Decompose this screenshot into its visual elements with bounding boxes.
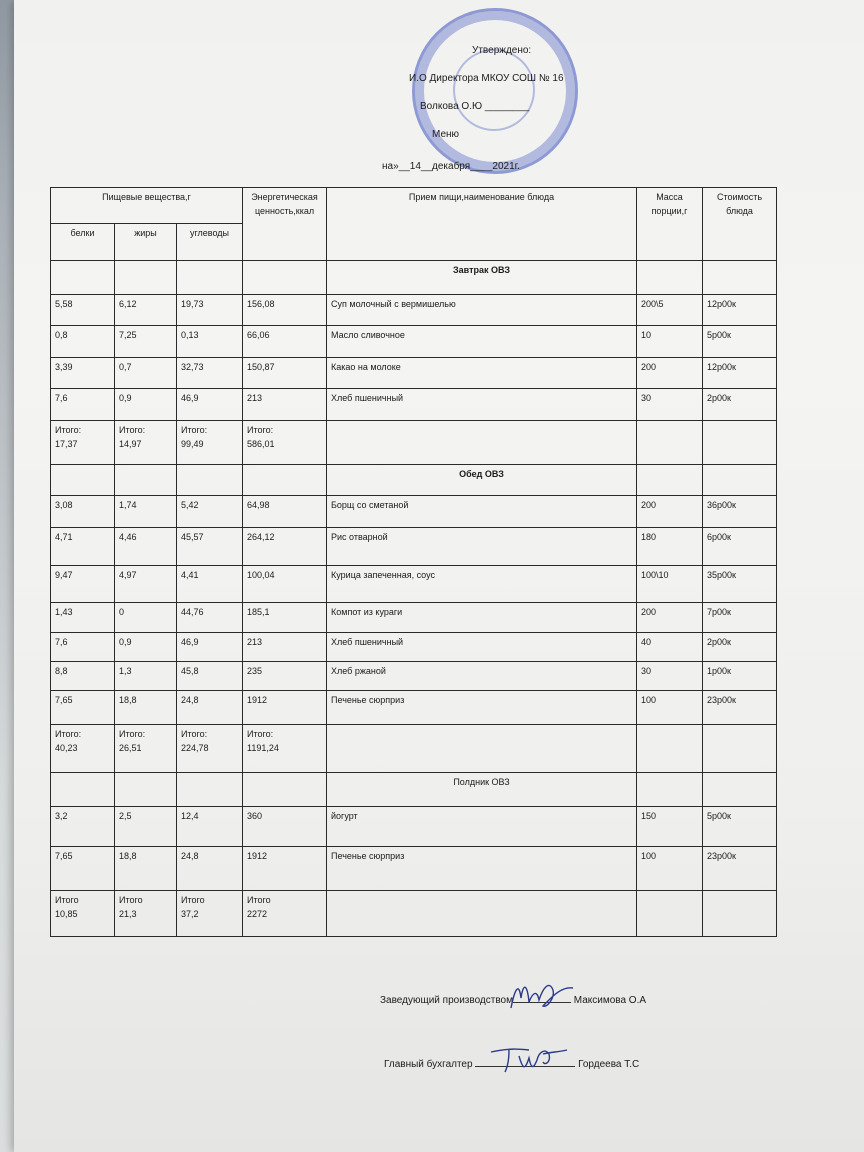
energy-cell: 235 [243,662,327,691]
protein-cell: 7,65 [51,691,115,725]
carbs-cell: 4,41 [177,565,243,603]
empty-cell [703,773,777,807]
mass-cell: 100 [637,846,703,890]
empty-cell [327,724,637,772]
total-row [51,420,777,464]
total-cell: Итого: 17,37 [51,420,115,464]
dish-name-cell: Печенье сюрприз [327,846,637,890]
empty-cell [637,261,703,295]
cost-cell: 1р00к [703,662,777,691]
total-cell: Итого: 224,78 [177,724,243,772]
table-row [51,389,777,420]
empty-cell [177,464,243,495]
protein-cell: 7,6 [51,632,115,661]
empty-cell [703,420,777,464]
energy-cell: 64,98 [243,496,327,527]
dish-name-cell: Суп молочный с вермишелью [327,294,637,325]
cost-cell: 7р00к [703,603,777,632]
manager-name: Максимова О.А [573,995,647,1006]
carbs-cell: 12,4 [177,806,243,846]
energy-cell: 150,87 [243,357,327,388]
total-cell: Итого: 99,49 [177,420,243,464]
empty-cell [703,724,777,772]
table-row [51,565,777,603]
total-cell: Итого: 1191,24 [243,724,327,772]
director-name: Волкова О.Ю ________ [420,101,530,112]
energy-cell: 156,08 [243,294,327,325]
fat-header: жиры [115,223,177,261]
protein-cell: 1,43 [51,603,115,632]
empty-cell [177,261,243,295]
total-row [51,890,777,936]
table-row [51,691,777,725]
energy-cell: 213 [243,389,327,420]
fat-cell: 0,7 [115,357,177,388]
table-row [51,632,777,661]
mass-cell: 30 [637,389,703,420]
dish-name-cell: Компот из кураги [327,603,637,632]
total-cell: Итого: 26,51 [115,724,177,772]
protein-cell: 4,71 [51,527,115,565]
total-cell: Итого 37,2 [177,890,243,936]
total-row [51,724,777,772]
director-line: И.О Директора МКОУ СОШ № 16 [409,73,564,84]
empty-cell [115,773,177,807]
mass-cell: 200 [637,603,703,632]
cost-cell: 2р00к [703,389,777,420]
fat-cell: 2,5 [115,806,177,846]
menu-date: на»__14__декабря____2021г. [382,161,520,172]
approved-label: Утверждено: [472,45,532,56]
carbs-cell: 0,13 [177,326,243,357]
protein-cell: 7,65 [51,846,115,890]
empty-cell [115,464,177,495]
carbs-cell: 5,42 [177,496,243,527]
cost-cell: 12р00к [703,294,777,325]
empty-cell [51,464,115,495]
protein-cell: 0,8 [51,326,115,357]
energy-cell: 1912 [243,691,327,725]
accountant-name: Гордеева Т.С [578,1059,640,1070]
cost-cell: 6р00к [703,527,777,565]
carbs-cell: 46,9 [177,632,243,661]
total-cell: Итого 21,3 [115,890,177,936]
mass-cell: 200 [637,496,703,527]
accountant-role: Главный бухгалтер [384,1059,473,1070]
energy-cell: 213 [243,632,327,661]
fat-cell: 0 [115,603,177,632]
table-row [51,326,777,357]
mass-cell: 100\10 [637,565,703,603]
table-row [51,527,777,565]
protein-cell: 7,6 [51,389,115,420]
carbs-cell: 45,8 [177,662,243,691]
accountant-signature-line [384,1059,639,1070]
carbs-cell: 24,8 [177,846,243,890]
empty-cell [115,261,177,295]
carbs-cell: 32,73 [177,357,243,388]
protein-cell: 3,08 [51,496,115,527]
fat-cell: 4,97 [115,565,177,603]
menu-table [50,187,777,937]
cost-cell: 12р00к [703,357,777,388]
manager-signature [513,1002,571,1003]
carbs-cell: 24,8 [177,691,243,725]
empty-cell [637,464,703,495]
empty-cell [177,773,243,807]
table-row [51,357,777,388]
total-cell: Итого: 40,23 [51,724,115,772]
protein-cell: 5,58 [51,294,115,325]
section-row [51,464,777,495]
fat-cell: 18,8 [115,691,177,725]
cost-header: Стоимость блюда [703,188,777,261]
cost-cell: 5р00к [703,806,777,846]
energy-cell: 1912 [243,846,327,890]
empty-cell [637,724,703,772]
fat-cell: 6,12 [115,294,177,325]
dish-name-cell: Хлеб пшеничный [327,389,637,420]
carbs-cell: 46,9 [177,389,243,420]
empty-cell [327,420,637,464]
mass-cell: 200 [637,357,703,388]
dish-name-cell: Хлеб пшеничный [327,632,637,661]
fat-cell: 18,8 [115,846,177,890]
total-cell: Итого: 586,01 [243,420,327,464]
manager-signature-line [380,995,646,1006]
mass-cell: 200\5 [637,294,703,325]
mass-cell: 40 [637,632,703,661]
empty-cell [637,890,703,936]
carbs-cell: 19,73 [177,294,243,325]
cost-cell: 36р00к [703,496,777,527]
empty-cell [637,420,703,464]
total-cell: Итого: 14,97 [115,420,177,464]
dish-name-cell: Рис отварной [327,527,637,565]
dish-name-cell: йогурт [327,806,637,846]
energy-header: Энергетическая ценность,ккал [243,188,327,261]
empty-cell [243,464,327,495]
table-row [51,496,777,527]
cost-cell: 23р00к [703,691,777,725]
dish-name-cell: Какао на молоке [327,357,637,388]
carbs-cell: 45,57 [177,527,243,565]
table-row [51,294,777,325]
nutrients-header: Пищевые вещества,г [51,188,243,224]
cost-cell: 35р00к [703,565,777,603]
menu-title: Меню [432,129,460,140]
energy-cell: 185,1 [243,603,327,632]
empty-cell [51,261,115,295]
empty-cell [703,464,777,495]
table-row [51,603,777,632]
fat-cell: 1,74 [115,496,177,527]
energy-cell: 264,12 [243,527,327,565]
dish-name-cell: Масло сливочное [327,326,637,357]
empty-cell [51,773,115,807]
empty-cell [703,890,777,936]
accountant-signature [475,1066,575,1067]
fat-cell: 0,9 [115,389,177,420]
fat-cell: 4,46 [115,527,177,565]
empty-cell [637,773,703,807]
section-row [51,261,777,295]
carbs-cell: 44,76 [177,603,243,632]
mass-cell: 180 [637,527,703,565]
dish-name-cell: Курица запеченная, соус [327,565,637,603]
mass-cell: 10 [637,326,703,357]
empty-cell [243,261,327,295]
table-row [51,806,777,846]
protein-cell: 3,39 [51,357,115,388]
energy-cell: 360 [243,806,327,846]
mass-header: Масса порции,г [637,188,703,261]
carbs-header: углеводы [177,223,243,261]
cost-cell: 5р00к [703,326,777,357]
empty-cell [327,890,637,936]
fat-cell: 1,3 [115,662,177,691]
cost-cell: 23р00к [703,846,777,890]
table-row [51,846,777,890]
fat-cell: 7,25 [115,326,177,357]
dish-name-cell: Печенье сюрприз [327,691,637,725]
section-row [51,773,777,807]
section-title: Обед ОВЗ [327,464,637,495]
cost-cell: 2р00к [703,632,777,661]
table-row [51,662,777,691]
meal-header: Прием пищи,наименование блюда [327,188,637,261]
mass-cell: 30 [637,662,703,691]
total-cell: Итого 2272 [243,890,327,936]
protein-cell: 9,47 [51,565,115,603]
protein-cell: 8,8 [51,662,115,691]
energy-cell: 66,06 [243,326,327,357]
dish-name-cell: Борщ со сметаной [327,496,637,527]
mass-cell: 150 [637,806,703,846]
empty-cell [703,261,777,295]
total-cell: Итого 10,85 [51,890,115,936]
protein-header: белки [51,223,115,261]
section-title: Полдник ОВЗ [327,773,637,807]
manager-role: Заведующий производством [380,995,513,1006]
empty-cell [243,773,327,807]
protein-cell: 3,2 [51,806,115,846]
section-title: Завтрак ОВЗ [327,261,637,295]
energy-cell: 100,04 [243,565,327,603]
fat-cell: 0,9 [115,632,177,661]
mass-cell: 100 [637,691,703,725]
dish-name-cell: Хлеб ржаной [327,662,637,691]
